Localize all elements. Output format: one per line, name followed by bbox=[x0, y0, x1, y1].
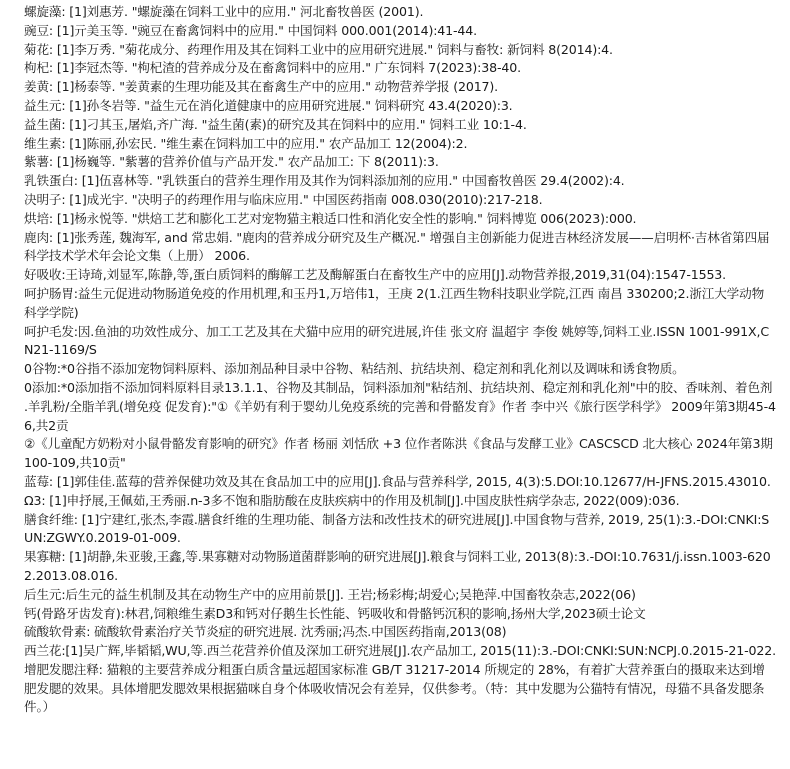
ref-blueberry: 蓝莓: [1]郭佳佳.蓝莓的营养保健功效及其在食品加工中的应用[J].食品与营养科学, 2015, 4(3):5.DOI:10.12677/H-JFNS.2015.43010. bbox=[24, 473, 771, 489]
ref-spirulina: 螺旋藻: [1]刘惠芳. "螺旋藻在饲料工业中的应用." 河北畜牧兽医 (2001). bbox=[24, 4, 424, 19]
ref-calcium: 钙(骨路牙齿发育):林君,饲粮维生素D3和钙对仔鹅生长性能、钙吸收和骨骼钙沉积的影响,扬州大学,2023硕士论文 bbox=[24, 605, 646, 621]
ref-omega3: Ω3: [1]申抒展,王佩茹,王秀丽.n-3多不饱和脂肪酸在皮肤疾病中的作用及机制[J].中国皮肤性病学杂志, 2022(009):036. bbox=[24, 492, 680, 508]
ref-pea: 豌豆: [1]亓美玉等. "豌豆在畜禽饲料中的应用." 中国饲料 000.001(2014):41-44. bbox=[24, 22, 478, 38]
ref-cassia-seed: 决明子: [1]成光宇. "决明子的药理作用与临床应用." 中国医药指南 008.030(2010):217-218. bbox=[24, 191, 543, 207]
ref-vitamin: 维生素: [1]陈丽,孙宏民. "维生素在饲料加工中的应用." 农产品加工 12(2004):2. bbox=[24, 135, 468, 151]
ref-chrysanthemum: 菊花: [1]李万秀. "菊花成分、药理作用及其在饲料工业中的应用研究进展." 饲料与畜牧: 新饲料 8(2014):4. bbox=[24, 41, 613, 57]
ref-absorption: 好吸收:王诗琦,刘显军,陈静,等,蛋白质饲料的酶解工艺及酶解蛋白在畜牧生产中的应用[J].动物营养报,2019,31(04):1547-1553. bbox=[24, 267, 727, 283]
ref-prebiotic: 益生元: [1]孙冬岩等. "益生元在消化道健康中的应用研究进展." 饲料研究 43.4(2020):3. bbox=[24, 97, 513, 113]
ref-probiotic: 益生菌: [1]刁其玉,屠焰,齐广海. "益生菌(素)的研究及其在饲料中的应用." 饲料工业 10:1-4. bbox=[24, 116, 527, 132]
ref-goat-milk-2: ②《儿童配方奶粉对小鼠骨骼发育影响的研究》作者 杨丽 刘恬欣 +3 位作者陈洪《食品与发酵工业》CASCSCD 北大核心 2024年第3期100-109,共10贡" bbox=[24, 436, 773, 471]
ref-gut-care: 呵护肠胃:益生元促进动物肠道免疫的作用机理,和玉丹1,万培伟1，王庚 2(1.江西生物科技职业学院,江西 南昌 330200;2.浙江大学动物科学学院) bbox=[24, 285, 765, 320]
ref-baking: 烘培: [1]杨永悦等. "烘焙工艺和膨化工艺对宠物猫主粮适口性和消化安全性的影响." 饲料博览 006(2023):000. bbox=[24, 210, 637, 226]
ref-postbiotic: 后生元:后生元的益生机制及其在动物生产中的应用前景[J]. 王岩;杨彩梅;胡爱心;吴艳萍.中国畜牧杂志,2022(06) bbox=[24, 586, 636, 602]
ref-purple-potato: 紫薯: [1]杨巍等. "紫薯的营养价值与产品开发." 农产品加工: 下 8(2011):3. bbox=[24, 154, 439, 170]
ref-chondroitin: 硫酸软骨素: 硫酸软骨素治疗关节炎症的研究进展. 沈秀丽;冯杰.中国医药指南,2013(08) bbox=[24, 624, 507, 640]
ref-goat-milk-1: .羊乳粉/全脂羊乳(增免疫 促发育):"①《羊奶有利于婴幼儿免疫系统的完善和骨骼发育》作者 李中兴《旅行医学科学》 2009年第3期45-46,共2贡 bbox=[24, 398, 776, 433]
note-zero-additive: 0添加:*0添加指不添加饲料原料目录13.1.1、谷物及其制品，饲料添加剂"粘结剂、抗结块剂、稳定剂和乳化剂"中的胶、香味剂、着色剂 bbox=[24, 379, 773, 395]
ref-coat-care: 呵护毛发:因.鱼油的功效性成分、加工工艺及其在犬猫中应用的研究进展,许佳 张文府 温超宇 李俊 姚婷等,饲料工业.ISSN 1001-991X,CN21-1169/S bbox=[24, 323, 770, 358]
ref-dietary-fiber: 膳食纤维: [1]宁建红,张杰,李霞.膳食纤维的生理功能、制备方法和改性技术的研究进展[J].中国食物与营养, 2019, 25(1):3.-DOI:CNKI:SUN:ZGWY.0.2019-01-009. bbox=[24, 511, 770, 546]
ref-fructo-oligosaccharide: 果寡糖: [1]胡静,朱亚骏,王鑫,等.果寡糖对动物肠道菌群影响的研究进展[J].粮食与饲料工业, 2013(8):3.-DOI:10.7631/j.issn.1003-6202.2013.08.016. bbox=[24, 549, 771, 583]
ref-turmeric: 姜黄: [1]杨泰等. "姜黄素的生理功能及其在畜禽生产中的应用." 动物营养学报 (2017). bbox=[24, 79, 499, 95]
ref-goji: 枸杞: [1]李冠杰等. "枸杞渣的营养成分及在畜禽饲料中的应用." 广东饲料 7(2023):38-40. bbox=[24, 60, 521, 76]
ref-lactoferrin: 乳铁蛋白: [1]伍喜林等. "乳铁蛋白的营养生理作用及其作为饲料添加剂的应用." 中国畜牧兽医 29.4(2002):4. bbox=[24, 173, 625, 189]
note-zero-grain: 0谷物:*0谷指不添加宠物饲料原料、添加剂品种目录中谷物、粘结剂、抗结块剂、稳定剂和乳化剂以及调味和诱食物质。 bbox=[24, 361, 685, 377]
ref-broccoli: 西兰花:[1]吴广辉,毕韬韬,WU,等.西兰花营养价值及深加工研究进展[J].农产品加工, 2015(11):3.-DOI:CNKI:SUN:NCPJ.0.2015-21-022. bbox=[24, 643, 776, 659]
note-weight-gain: 增肥发腮注释: 猫粮的主要营养成分粗蛋白质含量远超国家标准 GB/T 31217-2014 所规定的 28%，有着扩大营养蛋白的摄取来达到增肥发腮的效果。具体增肥发腮效果根据猫咪自身个体吸收情况会有差异，仅供参考。（特：其中发腮为公猫特有情况，母猫不具备发腮条件。） bbox=[24, 661, 765, 715]
ref-venison: 鹿肉: [1]张秀莲, 魏海军, and 常忠娟. "鹿肉的营养成分研究及生产概况." 增强自主创新能力促进吉林经济发展——启明杯·吉林省第四届科学技术学术年会论文集（上册） 2006. bbox=[24, 229, 770, 264]
